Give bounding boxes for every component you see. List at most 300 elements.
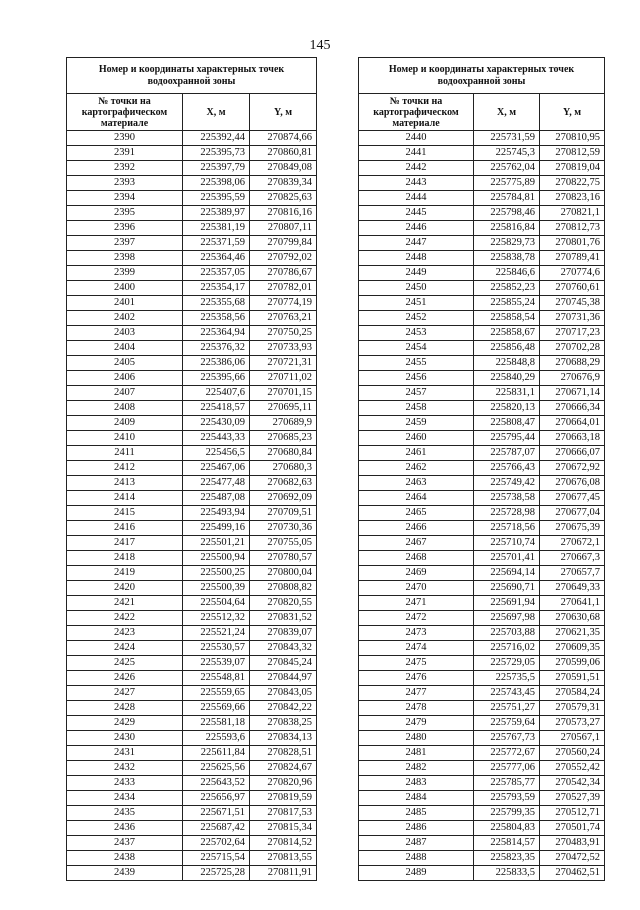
x-coordinate-cell: 225500,39 (183, 581, 250, 596)
y-coordinate-cell: 270552,42 (540, 761, 605, 776)
x-coordinate-cell: 225775,89 (474, 176, 540, 191)
x-coordinate-cell: 225355,68 (183, 296, 250, 311)
y-coordinate-cell: 270689,9 (250, 416, 317, 431)
point-number-cell: 2477 (359, 686, 474, 701)
table-row (67, 791, 317, 806)
point-number-cell: 2420 (67, 581, 183, 596)
y-coordinate-cell: 270774,19 (250, 296, 317, 311)
y-coordinate-cell: 270814,52 (250, 836, 317, 851)
x-coordinate-cell: 225694,14 (474, 566, 540, 581)
point-number-cell: 2425 (67, 656, 183, 671)
x-coordinate-cell: 225833,5 (474, 866, 540, 881)
table-row (359, 341, 605, 356)
table-row (67, 656, 317, 671)
point-number-cell: 2424 (67, 641, 183, 656)
coordinates-table-left (66, 57, 317, 881)
point-number-cell: 2445 (359, 206, 474, 221)
table-row (359, 326, 605, 341)
table-row (67, 566, 317, 581)
x-coordinate-cell: 225643,52 (183, 776, 250, 791)
point-number-cell: 2413 (67, 476, 183, 491)
point-number-cell: 2447 (359, 236, 474, 251)
x-coordinate-cell: 225539,07 (183, 656, 250, 671)
table-row (359, 506, 605, 521)
y-coordinate-cell: 270579,31 (540, 701, 605, 716)
point-number-cell: 2418 (67, 551, 183, 566)
table-row (67, 686, 317, 701)
x-coordinate-cell: 225512,32 (183, 611, 250, 626)
point-number-cell: 2408 (67, 401, 183, 416)
y-coordinate-cell: 270810,95 (540, 131, 605, 146)
table-row (359, 221, 605, 236)
y-coordinate-cell: 270667,3 (540, 551, 605, 566)
y-coordinate-cell: 270676,9 (540, 371, 605, 386)
table-row (359, 566, 605, 581)
y-coordinate-cell: 270717,23 (540, 326, 605, 341)
y-coordinate-cell: 270834,13 (250, 731, 317, 746)
x-coordinate-cell: 225785,77 (474, 776, 540, 791)
x-coordinate-cell: 225725,28 (183, 866, 250, 881)
y-coordinate-cell: 270680,84 (250, 446, 317, 461)
point-number-cell: 2489 (359, 866, 474, 881)
y-coordinate-cell: 270843,05 (250, 686, 317, 701)
x-coordinate-cell: 225823,35 (474, 851, 540, 866)
y-coordinate-cell: 270819,59 (250, 791, 317, 806)
point-number-cell: 2404 (67, 341, 183, 356)
y-coordinate-cell: 270815,34 (250, 821, 317, 836)
point-number-cell: 2434 (67, 791, 183, 806)
table-row (359, 491, 605, 506)
x-coordinate-cell: 225559,65 (183, 686, 250, 701)
point-number-cell: 2439 (67, 866, 183, 881)
x-coordinate-cell: 225357,05 (183, 266, 250, 281)
table-row (67, 641, 317, 656)
x-coordinate-cell: 225477,48 (183, 476, 250, 491)
point-number-cell: 2438 (67, 851, 183, 866)
point-number-cell: 2419 (67, 566, 183, 581)
point-number-cell: 2421 (67, 596, 183, 611)
y-coordinate-cell: 270695,11 (250, 401, 317, 416)
table-row (359, 746, 605, 761)
table-title: Номер и координаты характерных точек водоохранной зоны (67, 58, 317, 94)
table-row (67, 431, 317, 446)
point-number-cell: 2444 (359, 191, 474, 206)
table-row (67, 611, 317, 626)
point-number-cell: 2423 (67, 626, 183, 641)
table-row (67, 776, 317, 791)
x-coordinate-cell: 225407,6 (183, 386, 250, 401)
table-row (67, 221, 317, 236)
x-coordinate-cell: 225397,79 (183, 161, 250, 176)
table-row (67, 581, 317, 596)
point-number-cell: 2417 (67, 536, 183, 551)
table-row (359, 236, 605, 251)
y-coordinate-cell: 270542,34 (540, 776, 605, 791)
point-number-cell: 2458 (359, 401, 474, 416)
point-number-cell: 2429 (67, 716, 183, 731)
y-coordinate-cell: 270763,21 (250, 311, 317, 326)
point-number-cell: 2428 (67, 701, 183, 716)
point-number-cell: 2461 (359, 446, 474, 461)
table-row (359, 731, 605, 746)
point-number-cell: 2464 (359, 491, 474, 506)
y-column-header: Y, м (250, 94, 317, 131)
x-coordinate-cell: 225772,67 (474, 746, 540, 761)
x-coordinate-cell: 225738,58 (474, 491, 540, 506)
point-number-cell: 2472 (359, 611, 474, 626)
x-coordinate-cell: 225530,57 (183, 641, 250, 656)
point-number-cell: 2395 (67, 206, 183, 221)
x-coordinate-cell: 225456,5 (183, 446, 250, 461)
table-row (67, 311, 317, 326)
point-number-cell: 2437 (67, 836, 183, 851)
table-row (359, 371, 605, 386)
y-coordinate-cell: 270701,15 (250, 386, 317, 401)
table-row (359, 446, 605, 461)
x-coordinate-cell: 225715,54 (183, 851, 250, 866)
x-coordinate-cell: 225581,18 (183, 716, 250, 731)
y-coordinate-cell: 270774,6 (540, 266, 605, 281)
x-coordinate-cell: 225749,42 (474, 476, 540, 491)
x-coordinate-cell: 225787,07 (474, 446, 540, 461)
y-coordinate-cell: 270599,06 (540, 656, 605, 671)
y-coordinate-cell: 270483,91 (540, 836, 605, 851)
x-coordinate-cell: 225745,3 (474, 146, 540, 161)
y-coordinate-cell: 270573,27 (540, 716, 605, 731)
y-coordinate-cell: 270839,34 (250, 176, 317, 191)
y-coordinate-cell: 270676,08 (540, 476, 605, 491)
x-coordinate-cell: 225804,83 (474, 821, 540, 836)
table-row (67, 761, 317, 776)
x-coordinate-cell: 225625,56 (183, 761, 250, 776)
x-coordinate-cell: 225364,46 (183, 251, 250, 266)
point-number-cell: 2398 (67, 251, 183, 266)
table-row (359, 311, 605, 326)
x-coordinate-cell: 225716,02 (474, 641, 540, 656)
y-coordinate-cell: 270672,92 (540, 461, 605, 476)
x-coordinate-cell: 225656,97 (183, 791, 250, 806)
y-coordinate-cell: 270825,63 (250, 191, 317, 206)
x-coordinate-cell: 225593,6 (183, 731, 250, 746)
x-coordinate-cell: 225829,73 (474, 236, 540, 251)
y-coordinate-cell: 270821,1 (540, 206, 605, 221)
point-number-cell: 2400 (67, 281, 183, 296)
x-coordinate-cell: 225395,66 (183, 371, 250, 386)
table-row (359, 176, 605, 191)
table-row (359, 431, 605, 446)
x-coordinate-cell: 225504,64 (183, 596, 250, 611)
table-row (359, 686, 605, 701)
x-coordinate-cell: 225729,05 (474, 656, 540, 671)
x-coordinate-cell: 225395,59 (183, 191, 250, 206)
table-row (67, 161, 317, 176)
table-row (359, 716, 605, 731)
table-row (359, 626, 605, 641)
y-coordinate-cell: 270692,09 (250, 491, 317, 506)
y-coordinate-cell: 270666,34 (540, 401, 605, 416)
x-coordinate-cell: 225691,94 (474, 596, 540, 611)
table-row (67, 716, 317, 731)
y-coordinate-cell: 270677,04 (540, 506, 605, 521)
point-number-cell: 2409 (67, 416, 183, 431)
table-row (67, 746, 317, 761)
y-coordinate-cell: 270745,38 (540, 296, 605, 311)
y-coordinate-cell: 270760,61 (540, 281, 605, 296)
table-row (359, 521, 605, 536)
table-row (359, 761, 605, 776)
table-row (67, 866, 317, 881)
point-number-cell: 2476 (359, 671, 474, 686)
x-coordinate-cell: 225820,13 (474, 401, 540, 416)
table-row (67, 191, 317, 206)
x-coordinate-cell: 225856,48 (474, 341, 540, 356)
point-number-cell: 2441 (359, 146, 474, 161)
table-row (67, 836, 317, 851)
x-coordinate-cell: 225521,24 (183, 626, 250, 641)
point-number-cell: 2403 (67, 326, 183, 341)
table-row (359, 551, 605, 566)
table-title: Номер и координаты характерных точек водоохранной зоны (359, 58, 605, 94)
point-number-cell: 2468 (359, 551, 474, 566)
x-coordinate-cell: 225735,5 (474, 671, 540, 686)
x-coordinate-cell: 225501,21 (183, 536, 250, 551)
point-number-cell: 2432 (67, 761, 183, 776)
x-coordinate-cell: 225784,81 (474, 191, 540, 206)
x-coordinate-cell: 225398,06 (183, 176, 250, 191)
x-coordinate-cell: 225467,06 (183, 461, 250, 476)
point-number-cell: 2486 (359, 821, 474, 836)
table-row (67, 521, 317, 536)
table-row (359, 836, 605, 851)
y-coordinate-cell: 270560,24 (540, 746, 605, 761)
x-coordinate-cell: 225487,08 (183, 491, 250, 506)
x-coordinate-cell: 225846,6 (474, 266, 540, 281)
x-coordinate-cell: 225371,59 (183, 236, 250, 251)
x-coordinate-cell: 225728,98 (474, 506, 540, 521)
y-coordinate-cell: 270849,08 (250, 161, 317, 176)
table-row (359, 851, 605, 866)
x-coordinate-cell: 225389,97 (183, 206, 250, 221)
point-number-cell: 2399 (67, 266, 183, 281)
table-row (359, 536, 605, 551)
table-row (67, 236, 317, 251)
table-row (67, 851, 317, 866)
table-row (67, 131, 317, 146)
table-row (67, 356, 317, 371)
point-number-cell: 2465 (359, 506, 474, 521)
point-number-cell: 2449 (359, 266, 474, 281)
point-number-cell: 2422 (67, 611, 183, 626)
table-row (359, 251, 605, 266)
point-number-cell: 2485 (359, 806, 474, 821)
x-coordinate-cell: 225838,78 (474, 251, 540, 266)
y-coordinate-cell: 270801,76 (540, 236, 605, 251)
table-row (67, 371, 317, 386)
table-row (359, 806, 605, 821)
y-coordinate-cell: 270733,93 (250, 341, 317, 356)
y-coordinate-cell: 270672,1 (540, 536, 605, 551)
y-coordinate-cell: 270812,59 (540, 146, 605, 161)
x-coordinate-cell: 225808,47 (474, 416, 540, 431)
y-coordinate-cell: 270649,33 (540, 581, 605, 596)
x-coordinate-cell: 225840,29 (474, 371, 540, 386)
point-number-cell: 2430 (67, 731, 183, 746)
point-number-cell: 2470 (359, 581, 474, 596)
x-coordinate-cell: 225767,73 (474, 731, 540, 746)
y-coordinate-cell: 270702,28 (540, 341, 605, 356)
point-number-cell: 2397 (67, 236, 183, 251)
point-number-cell: 2456 (359, 371, 474, 386)
point-number-cell: 2407 (67, 386, 183, 401)
point-number-cell: 2436 (67, 821, 183, 836)
x-coordinate-cell: 225430,09 (183, 416, 250, 431)
point-number-cell: 2484 (359, 791, 474, 806)
point-number-cell: 2442 (359, 161, 474, 176)
point-number-cell: 2412 (67, 461, 183, 476)
x-coordinate-cell: 225395,73 (183, 146, 250, 161)
y-coordinate-cell: 270807,11 (250, 221, 317, 236)
x-coordinate-cell: 225731,59 (474, 131, 540, 146)
x-coordinate-cell: 225493,94 (183, 506, 250, 521)
point-number-cell: 2454 (359, 341, 474, 356)
x-coordinate-cell: 225858,54 (474, 311, 540, 326)
y-coordinate-cell: 270567,1 (540, 731, 605, 746)
table-row (359, 401, 605, 416)
y-coordinate-cell: 270823,16 (540, 191, 605, 206)
table-row (67, 206, 317, 221)
x-coordinate-cell: 225799,35 (474, 806, 540, 821)
y-coordinate-cell: 270838,25 (250, 716, 317, 731)
point-number-cell: 2452 (359, 311, 474, 326)
x-coordinate-cell: 225500,94 (183, 551, 250, 566)
table-row (359, 206, 605, 221)
point-number-cell: 2392 (67, 161, 183, 176)
table-row (359, 476, 605, 491)
x-coordinate-cell: 225702,64 (183, 836, 250, 851)
y-coordinate-cell: 270820,96 (250, 776, 317, 791)
y-coordinate-cell: 270816,16 (250, 206, 317, 221)
point-number-cell: 2459 (359, 416, 474, 431)
table-row (67, 536, 317, 551)
point-number-cell: 2474 (359, 641, 474, 656)
point-number-cell: 2482 (359, 761, 474, 776)
x-column-header: X, м (183, 94, 250, 131)
point-number-cell: 2426 (67, 671, 183, 686)
table-row (359, 596, 605, 611)
point-number-cell: 2431 (67, 746, 183, 761)
x-coordinate-cell: 225376,32 (183, 341, 250, 356)
x-coordinate-cell: 225751,27 (474, 701, 540, 716)
y-coordinate-cell: 270813,55 (250, 851, 317, 866)
x-coordinate-cell: 225831,1 (474, 386, 540, 401)
point-number-cell: 2427 (67, 686, 183, 701)
point-number-cell: 2473 (359, 626, 474, 641)
table-row (359, 191, 605, 206)
table-row (67, 341, 317, 356)
x-coordinate-cell: 225777,06 (474, 761, 540, 776)
y-coordinate-cell: 270844,97 (250, 671, 317, 686)
y-coordinate-cell: 270782,01 (250, 281, 317, 296)
table-row (359, 131, 605, 146)
point-number-cell: 2446 (359, 221, 474, 236)
point-number-cell: 2483 (359, 776, 474, 791)
x-coordinate-cell: 225795,44 (474, 431, 540, 446)
table-row (359, 416, 605, 431)
x-coordinate-cell: 225499,16 (183, 521, 250, 536)
y-coordinate-cell: 270811,91 (250, 866, 317, 881)
y-coordinate-cell: 270817,53 (250, 806, 317, 821)
y-coordinate-cell: 270472,52 (540, 851, 605, 866)
table-row (67, 176, 317, 191)
y-coordinate-cell: 270527,39 (540, 791, 605, 806)
y-coordinate-cell: 270755,05 (250, 536, 317, 551)
table-row (67, 671, 317, 686)
point-number-cell: 2457 (359, 386, 474, 401)
y-coordinate-cell: 270630,68 (540, 611, 605, 626)
y-coordinate-cell: 270501,74 (540, 821, 605, 836)
table-row (67, 821, 317, 836)
table-row (359, 701, 605, 716)
table-row (67, 416, 317, 431)
point-number-cell: 2466 (359, 521, 474, 536)
point-number-cell: 2402 (67, 311, 183, 326)
point-number-cell: 2450 (359, 281, 474, 296)
table-row (359, 161, 605, 176)
x-coordinate-cell: 225611,84 (183, 746, 250, 761)
point-number-cell: 2460 (359, 431, 474, 446)
y-coordinate-cell: 270609,35 (540, 641, 605, 656)
x-coordinate-cell: 225743,45 (474, 686, 540, 701)
coordinates-table-right (358, 57, 605, 881)
y-coordinate-cell: 270721,31 (250, 356, 317, 371)
y-coordinate-cell: 270621,35 (540, 626, 605, 641)
x-coordinate-cell: 225814,57 (474, 836, 540, 851)
x-coordinate-cell: 225392,44 (183, 131, 250, 146)
y-coordinate-cell: 270786,67 (250, 266, 317, 281)
y-coordinate-cell: 270831,52 (250, 611, 317, 626)
table-row (67, 626, 317, 641)
table-row (67, 401, 317, 416)
point-column-header: № точки на картографическом материале (67, 94, 183, 131)
y-coordinate-cell: 270709,51 (250, 506, 317, 521)
table-row (359, 671, 605, 686)
point-number-cell: 2405 (67, 356, 183, 371)
x-coordinate-cell: 225855,24 (474, 296, 540, 311)
point-number-cell: 2390 (67, 131, 183, 146)
y-coordinate-cell: 270843,32 (250, 641, 317, 656)
y-coordinate-cell: 270731,36 (540, 311, 605, 326)
y-coordinate-cell: 270839,07 (250, 626, 317, 641)
x-coordinate-cell: 225858,67 (474, 326, 540, 341)
table-row (67, 506, 317, 521)
y-coordinate-cell: 270462,51 (540, 866, 605, 881)
point-number-cell: 2475 (359, 656, 474, 671)
y-coordinate-cell: 270666,07 (540, 446, 605, 461)
y-coordinate-cell: 270845,24 (250, 656, 317, 671)
y-coordinate-cell: 270641,1 (540, 596, 605, 611)
point-number-cell: 2481 (359, 746, 474, 761)
table-header-row (359, 94, 605, 131)
point-number-cell: 2478 (359, 701, 474, 716)
table-row (359, 461, 605, 476)
table-row (359, 386, 605, 401)
point-column-header: № точки на картографическом материале (359, 94, 474, 131)
x-coordinate-cell: 225762,04 (474, 161, 540, 176)
y-coordinate-cell: 270874,66 (250, 131, 317, 146)
point-number-cell: 2453 (359, 326, 474, 341)
x-coordinate-cell: 225671,51 (183, 806, 250, 821)
page-number: 145 (309, 38, 331, 53)
